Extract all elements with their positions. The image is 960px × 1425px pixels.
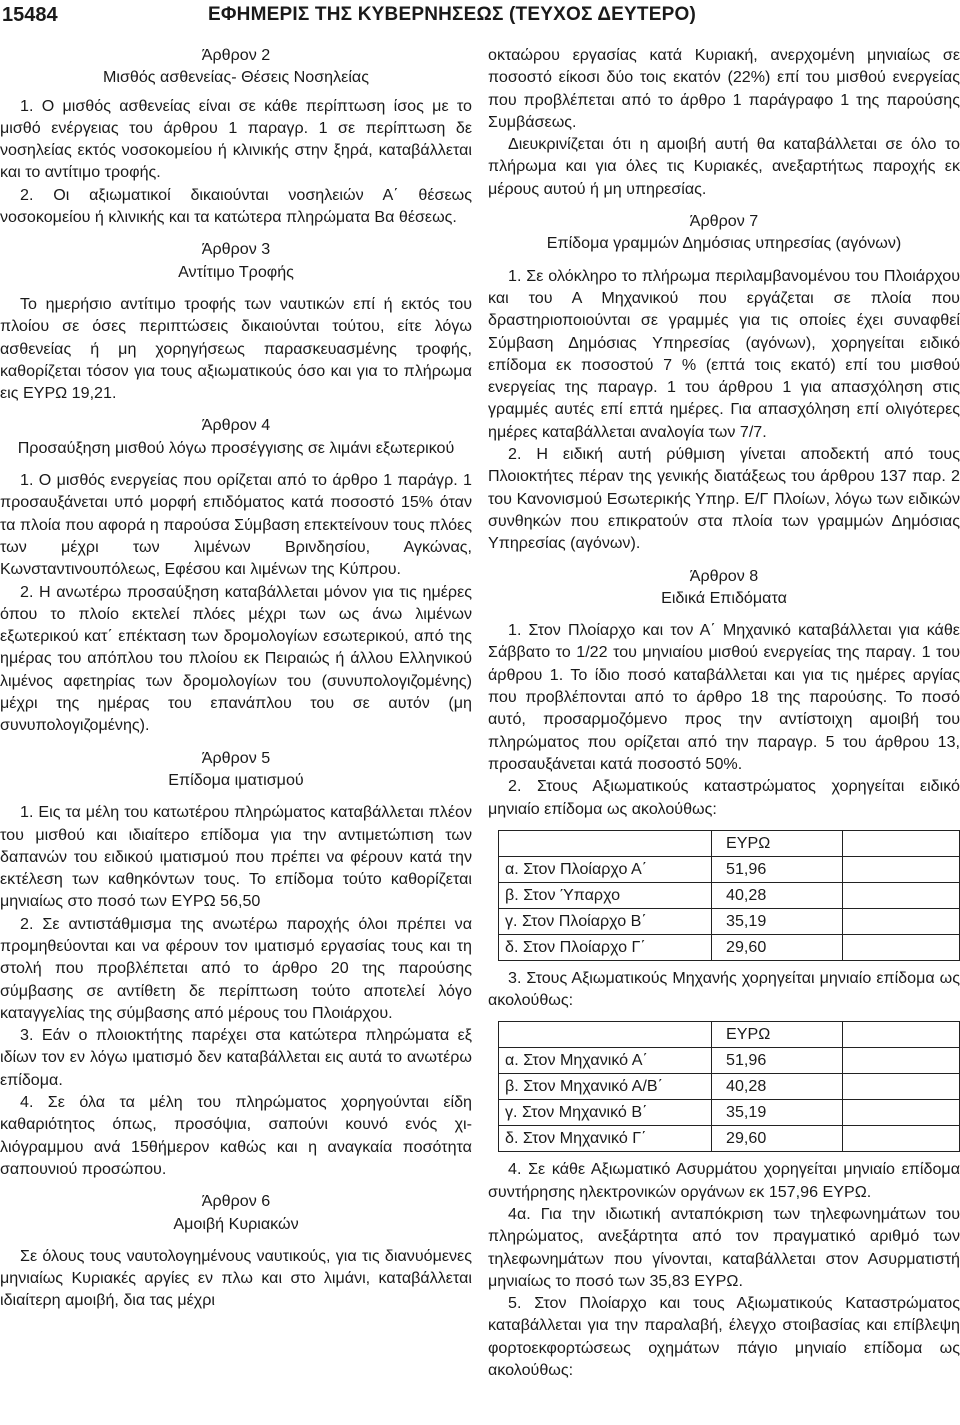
allowance-value: 51,96 [712,856,843,882]
allowance-value: 51,96 [712,1048,843,1074]
article-5-title: Επίδομα ιματισμού [168,770,304,789]
article-6-heading: Άρθρον 6 [201,1192,271,1211]
article-5-paragraph-2: 2. Σε αντιστάθμισμα της ανωτέρω παροχής όλοι πρέπει να προμηθεύονται και να φέρουν τον ιματισμό εργασίας τους και τη στολή που προβλέπεται από το άρθρο 20 της παρούσης σύμβασης σε αντίθετη δε περίπτωση τούτο αποτελεί λόγο καταγγελίας της σύμβασης από μέρους του Πλοιάρχου. [0,914,472,1022]
article-4-paragraph-1: 1. Ο μισθός ενεργείας που ορίζεται από το άρθρο 1 παράγρ. 1 προσαυξάνεται υπό μορφή επιδόματος κατά ποσοστό 15% όταν τα πλοία που αφορά η παρούσα Σύμβαση επεκτείνουν τους πλόες των μέχρι των λιμένων Βρινδησίου, Αγκώνας, Κωνσταντινουπόλεως, Εφέσου και λιμένων της Κύπρου. [0,471,472,579]
table-row [499,1126,960,1152]
table-row [499,934,960,960]
article-5-paragraph-3: 3. Εάν ο πλοιοκτήτης παρέχει στα κατώτερα πληρώματα εξ ιδίων τον εν λόγω ιματισμό δεν καταβάλλεται εις αυτά το ανωτέρω επίδομα. [0,1026,472,1089]
table-row [499,1074,960,1100]
rank-label: α. Στον Μηχανικό Α΄ [499,1048,712,1074]
article-8-paragraph-2: 2. Στους Αξιωματικούς καταστρώματος χορηγείται ειδικό μηνιαίο επίδομα ως ακολούθως: [488,777,960,818]
article-8-paragraph-4: 4. Σε κάθε Αξιωματικό Ασυρμάτου χορηγείται μηνιαίο επίδομα συντήρησης ηλεκτρονικών οργάνων εκ 157,96 ΕΥΡΩ. [488,1160,960,1201]
rank-label: β. Στον Ύπαρχο [499,882,712,908]
article-7-title: Επίδομα γραμμών Δημόσιας υπηρεσίας (αγόνων) [546,234,902,253]
article-8-paragraph-1: 1. Στον Πλοίαρχο και τον Α΄ Μηχανικό καταβάλλεται για κάθε Σάββατο το 1/22 του μηνιαίου μισθού ενεργείας της παραγ. 1 του άρθρου 1. Το ίδιο ποσό καταβάλλεται και για τις ημέρες αργίας που προβλέπονται από το άρθρο 18 της παρούσης. Το ποσό αυτό, προσαρμοζόμενο προς την αντίστοιχη αμοιβή του πληρώματος που ορίζεται από την παραγρ. 5 του άρθρου 13, προσαυξάνεται κατά ποσοστό 50%. [488,621,960,773]
article-7-paragraph-2: 2. Η ειδική αυτή ρύθμιση γίνεται αποδεκτή από τους Πλοιοκτήτες πέραν της γενικής διατάξεως του άρθρου 137 παρ. 2 του Κανονισμού Εσωτερικής Υπηρ. Ε/Γ Πλοίων, λόγω των ειδικών συνθηκών που επικρατούν στα πλοία των γραμμών Δημόσιας Υπηρεσίας (αγόνων). [488,445,960,553]
deck-officers-allowance-table [498,830,960,961]
article-7-heading: Άρθρον 7 [689,212,759,231]
article-8-paragraph-3: 3. Στους Αξιωματικούς Μηχανής χορηγείται μηνιαίο επίδομα ως ακολούθως: [488,968,960,1010]
article-8-paragraph-5: 5. Στον Πλοίαρχο και τους Αξιωματικούς Καταστρώματος καταβάλλεται για την παραλαβή, έλεγχο στοιβασίας και επίβλεψη φορτοεκφορτώσεως οχημάτων πάγιο μηνιαίο επίδομα ως ακολούθως: [488,1294,960,1380]
table-row [499,1100,960,1126]
right-column [488,44,960,1381]
article-6-title: Αμοιβή Κυριακών [173,1214,299,1233]
table-header-row [499,830,960,856]
table-row [499,882,960,908]
rank-label: δ. Στον Πλοίαρχο Γ΄ [499,934,712,960]
allowance-value: 35,19 [712,908,843,934]
rank-label: γ. Στον Πλοίαρχο Β΄ [499,908,712,934]
table-row [499,856,960,882]
allowance-value: 40,28 [712,1074,843,1100]
article-7-paragraph-1: 1. Σε ολόκληρο το πλήρωμα περιλαμβανομένου του Πλοιάρχου και του Α Μηχανικού που εργάζεται σε πλοία που δραστηριοποιούνται σε γραμμές για τις οποίες έχει συναφθεί Σύμβαση Δημόσιας Υπηρεσίας (αγόνων), χορηγείται ειδικό επίδομα εκ ποσοστού 7 % (επτά τοις εκατό) επί του μισθού ενεργείας της παραγρ. 1 του άρθρου 1 για απασχόληση στις γραμμές αυτές επί επτά ημέρες. Για απασχόληση επί ολιγότερες ημέρες καταβάλλεται αναλογία των 7/7. [488,266,960,441]
rank-label: γ. Στον Μηχανικό Β΄ [499,1100,712,1126]
article-2-paragraph-1: 1. Ο μισθός ασθενείας είναι σε κάθε περίπτωση ίσος με το μισθό ενέργειας του άρθρου 1 παραγρ. 1 σε περίπτωση δε νοσηλείας εκτός νοσοκομείου ή κλινικής στην ξηρά, καταβάλλεται και το αντίτιμο τροφής. [0,96,472,182]
article-5-paragraph-1: 1. Εις τα μέλη του κατωτέρου πληρώματος καταβάλλεται πλέον του μισθού και ιδιαίτερο επίδομα για την αντιμετώπιση των δαπανών του ειδικού ιματισμού που πρέπει να φέρουν κατά την εκτέλεση των καθηκόντων τους. Το επίδομα τούτο καθορίζεται μηνιαίως στο ποσό των ΕΥΡΩ 56,50 [0,803,472,911]
article-3-title: Αντίτιμο Τροφής [178,262,294,281]
article-2-title: Μισθός ασθενείας- Θέσεις Νοσηλείας [102,68,369,87]
article-2-paragraph-2: 2. Οι αξιωματικοί δικαιούνται νοσηλειών Α΄ θέσεως νοσοκομείου ή κλινικής και τα κατώτερα πληρώματα Βα θέσεως. [0,185,472,227]
table-header-row [499,1022,960,1048]
rank-label: α. Στον Πλοίαρχο Α΄ [499,856,712,882]
engine-officers-allowance-table [498,1021,960,1152]
article-3-heading: Άρθρον 3 [201,240,271,259]
article-4-title: Προσαύξηση μισθού λόγω προσέγγισης σε λιμάνι εξωτερικού [17,438,455,457]
article-5-paragraph-4: 4. Σε όλα τα μέλη του πληρώματος χορηγούνται είδη καθαριότητος όπως, προσόψια, σαπούνι κουνό ενός χιλιόγραμμου ανά 15θήμερον καθώς και η αναγκαία ποσότητα σαπουνιού προσώπου. [0,1093,472,1178]
article-4-paragraph-2: 2. Η ανωτέρω προσαύξηση καταβάλλεται μόνον για τις ημέρες όπου το πλοίο εκτελεί πλόες μέχρι των ως άνω λιμένων εξωτερικού κατ΄ επέκταση των δρομολογίων εσωτερικού, από της ημέρας του απόπλου του πλοίου εκ Πειραιώς ή άλλου Ελληνικού λιμένος αφετηρίας των δρομολογίων του (συνυπολογιζομένης) μέχρι της ημέρας του επανάπλου του σε αυτόν (μη συνυπολογιζομένης). [0,582,472,735]
rank-label: β. Στον Μηχανικό Α/Β΄ [499,1074,712,1100]
page-header [0,0,960,32]
article-2-heading: Άρθρον 2 [201,46,271,64]
currency-header: ΕΥΡΩ [712,830,843,856]
article-6-continuation: οκταώρου εργασίας κατά Κυριακή, ανερχομένη μηνιαίως σε ποσοστό είκοσι δύο τοις εκατόν (22%) επί του μισθού ενεργείας που προβλέπεται από το άρθρο 1 παράγραφο 1 της παρούσης Συμβάσεως. [488,46,960,131]
article-8-title: Ειδικά Επιδόματα [661,588,787,607]
article-3-paragraph-1: Το ημερήσιο αντίτιμο τροφής των ναυτικών επί ή εκτός του πλοίου σε όσες περιπτώσεις δικαιούνται τούτου, είτε λόγω ασθενείας ή μη χορηγήσεως παρασκευασμένης τροφής, καθορίζεται τόσον για τους αξιωματικούς όσο και για το πλήρωμα εις ΕΥΡΩ 19,21. [0,294,472,403]
currency-header: ΕΥΡΩ [712,1022,843,1048]
rank-label: δ. Στον Μηχανικό Γ΄ [499,1126,712,1152]
article-6-paragraph-1: Σε όλους τους ναυτολογημένους ναυτικούς, για τις διανυόμενες μηνιαίως Κυριακές αργίες εν πλω και στο λιμάνι, καταβάλλεται ιδιαίτερη αμοιβή, δια τας μέχρι [0,1246,472,1310]
allowance-value: 40,28 [712,882,843,908]
table-row [499,1048,960,1074]
article-4-heading: Άρθρον 4 [201,416,271,435]
article-8-heading: Άρθρον 8 [689,566,759,585]
article-8-paragraph-4a: 4α. Για την ιδιωτική ανταπόκριση των τηλεφωνημάτων του πληρώματος, ανεξάρτητα από τον πραγματικό αριθμό των τηλεφωνημάτων που γίνονται, καταβάλλεται στον Ασυρματιστή μηνιαίως το ποσό των 35,83 ΕΥΡΩ. [488,1204,960,1290]
allowance-value: 29,60 [712,1126,843,1152]
allowance-value: 35,19 [712,1100,843,1126]
left-column [0,44,472,1312]
page-number: 15484 [2,4,58,26]
allowance-value: 29,60 [712,934,843,960]
article-5-heading: Άρθρον 5 [201,748,271,767]
article-6-paragraph-2: Διευκρινίζεται ότι η αμοιβή αυτή θα καταβάλλεται σε όλο το πλήρωμα και για όλες τις Κυριακές, ανεξαρτήτως παροχής εκ μέρους αυτού ή μη υπηρεσίας. [488,135,960,198]
gazette-title: ΕΦΗΜΕΡΙΣ ΤΗΣ ΚΥΒΕΡΝΗΣΕΩΣ (ΤΕΥΧΟΣ ΔΕΥΤΕΡΟ) [208,4,696,25]
table-row [499,908,960,934]
